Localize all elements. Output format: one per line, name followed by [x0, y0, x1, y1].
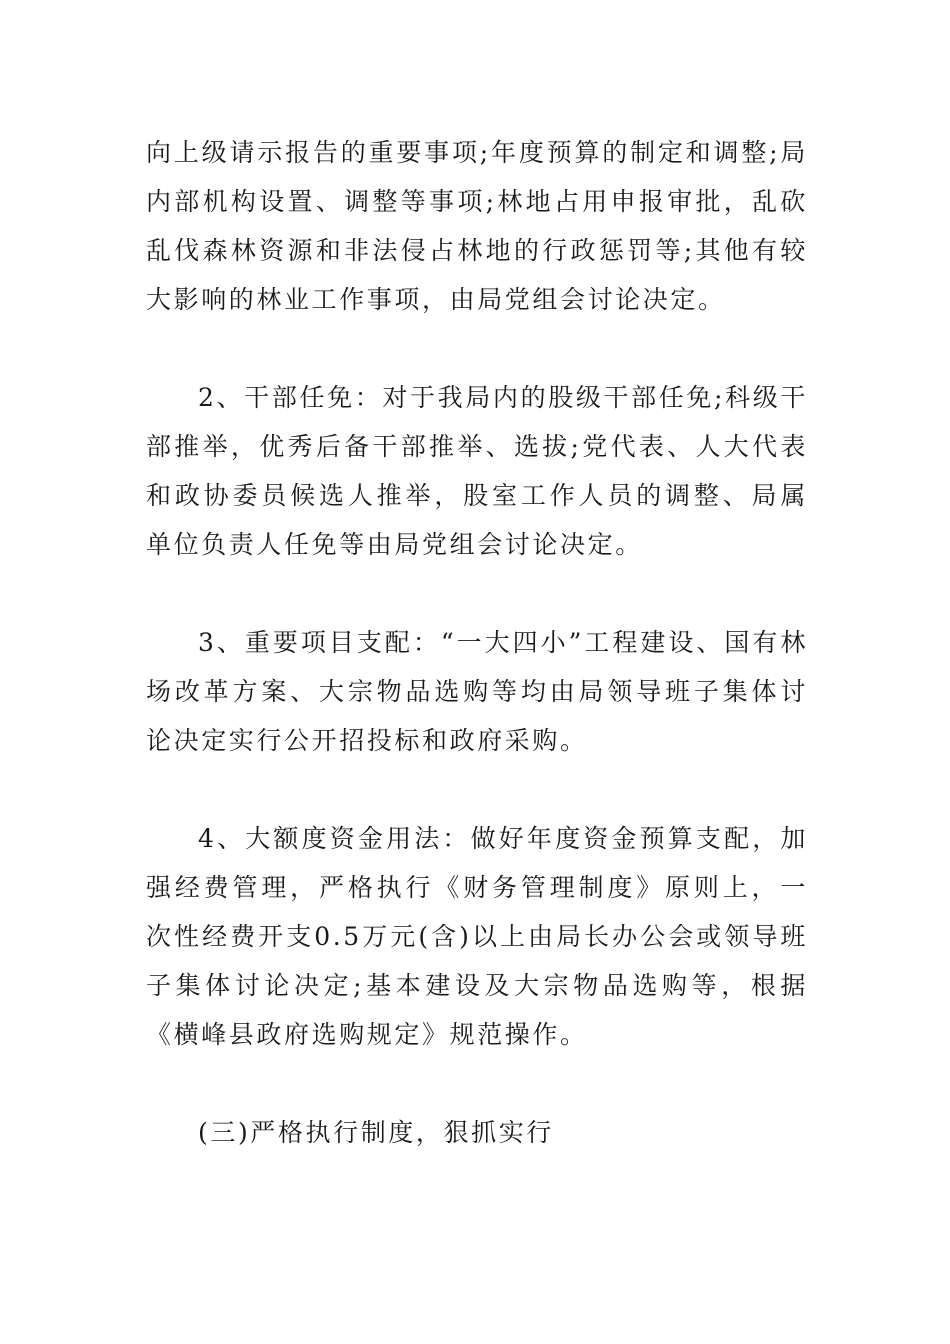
section-heading: (三)严格执行制度，狠抓实行 [198, 1118, 554, 1147]
paragraph-continuation: 向上级请示报告的重要事项;年度预算的制定和调整;局内部机构设置、调整等事项;林地占用申报审批，乱砍乱伐森林资源和非法侵占林地的行政惩罚等;其他有较大影响的林业工作事项，由局党组会讨论决定。 [146, 138, 808, 314]
paragraph-cadre-appointment: 2、干部任免：对于我局内的股级干部任免;科级干部推举，优秀后备干部推举、选拔;党代表、人大代表和政协委员候选人推举，股室工作人员的调整、局属单位负责人任免等由局党组会讨论决定。 [146, 383, 808, 559]
paragraph-large-funds: 4、大额度资金用法：做好年度资金预算支配，加强经费管理，严格执行《财务管理制度》原则上，一次性经费开支0.5万元(含)以上由局长办公会或领导班子集体讨论决定;基本建设及大宗物品选购等，根据《横峰县政府选购规定》规范操作。 [146, 824, 808, 1049]
document-body [146, 128, 808, 1157]
paragraph-major-projects: 3、重要项目支配：“一大四小”工程建设、国有林场改革方案、大宗物品选购等均由局领导班子集体讨论决定实行公开招投标和政府采购。 [146, 628, 808, 755]
